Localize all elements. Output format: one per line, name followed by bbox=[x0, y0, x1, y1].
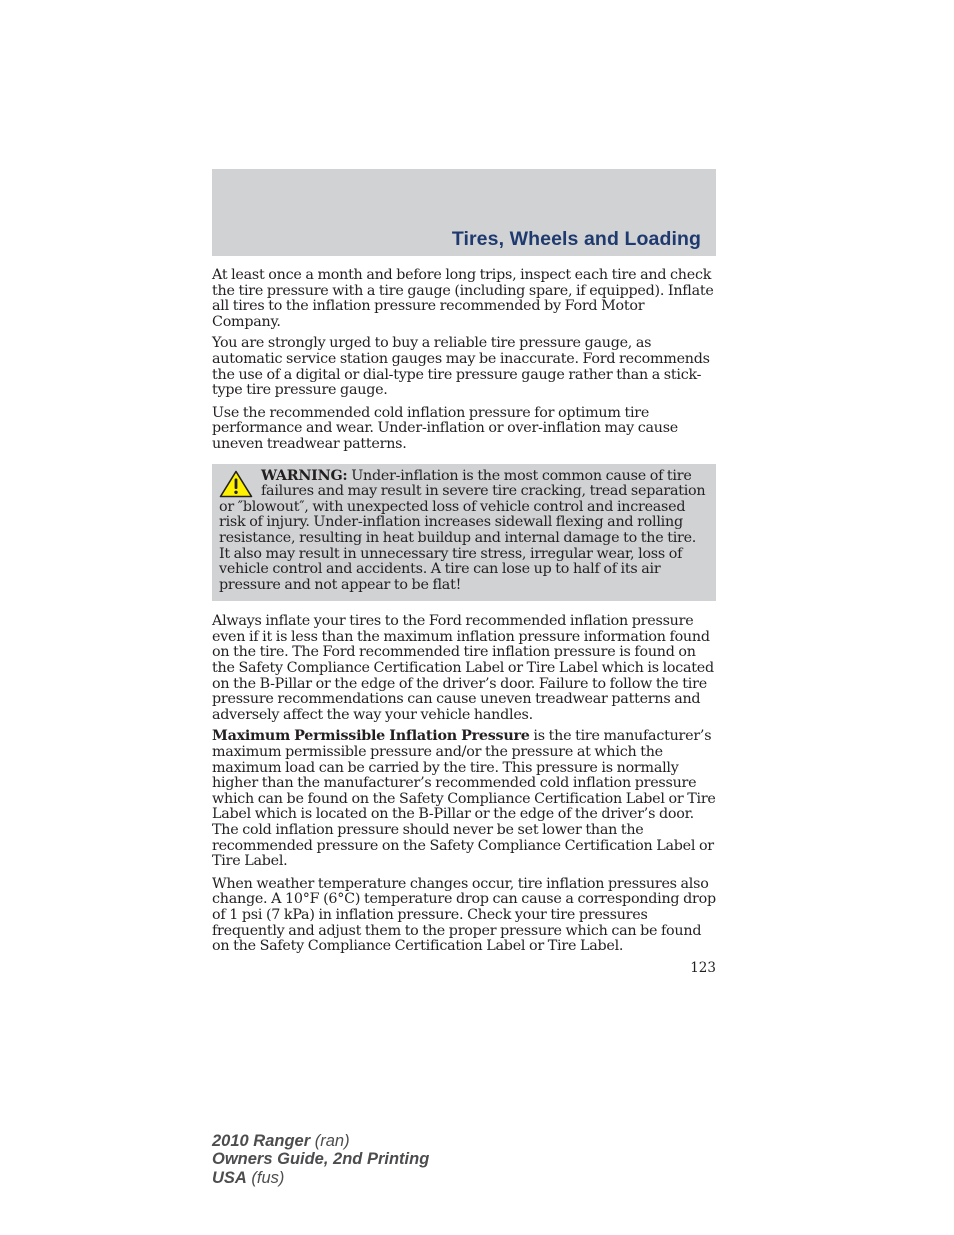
page-content bbox=[212, 268, 716, 955]
paragraph-cold-inflation: Use the recommended cold inflation pressure for optimum tire performance and wear. Under-inflation or over-inflation may cause uneven treadwear patterns. bbox=[212, 404, 678, 452]
warning-text bbox=[219, 469, 710, 594]
section-title: Tires, Wheels and Loading bbox=[451, 228, 701, 250]
warning-box bbox=[212, 464, 716, 602]
paragraph-maximum-pressure bbox=[212, 729, 716, 869]
paragraph-inspect-monthly: At least once a month and before long trips, inspect each tire and check the tire pressure with a tire gauge (including spare, if equipped). Inflate all tires to the inflation pressure recommended by Ford Motor Company. bbox=[212, 267, 714, 330]
paragraph-pressure-gauge: You are strongly urged to buy a reliable tire pressure gauge, as automatic service station gauges may be inaccurate. Ford recommends the use of a digital or dial-type tire pressure gauge rather than a stick-type tire pressure gauge. bbox=[212, 335, 710, 399]
maximum-pressure-definition: is the tire manufacturer’s maximum permissible pressure and/or the pressure at which the maximum load can be carried by the tire. This pressure is normally higher than the manufacturer’s recommended cold inflation pressure which can be found on the Safety Compliance Certification Label or Tire Label which is located on the B-Pillar or the edge of the driver’s door. The cold inflation pressure should never be set lower than the recommended pressure on the Safety Compliance Certification Label or Tire Label. bbox=[212, 728, 716, 870]
page-number: 123 bbox=[690, 960, 716, 976]
term-maximum-permissible-pressure: Maximum Permissible Inflation Pressure bbox=[212, 728, 530, 745]
document-footer bbox=[212, 1132, 429, 1187]
paragraph-recommended-pressure: Always inflate your tires to the Ford recommended inflation pressure even if it is less than the maximum inflation pressure information found on the tire. The Ford recommended tire inflation pressure is found on the Safety Compliance Certification Label or Tire Label which is located on the B-Pillar or the edge of the driver’s door. Failure to follow the tire pressure recommendations can cause uneven treadwear patterns and adversely affect the way your vehicle handles. bbox=[212, 613, 714, 723]
footer-line-region: USA (fus) bbox=[212, 1168, 285, 1187]
warning-triangle-icon bbox=[219, 470, 253, 498]
warning-body: Under-inflation is the most common cause of tire failures and may result in severe tire cracking, tread separation or ″blowout″, with unexpected loss of vehicle control and increased risk of injury. Under-inflation increases sidewall flexing and rolling resistance, resulting in heat buildup and internal damage to the tire. It also may result in unnecessary tire stress, irregular wear, loss of vehicle control and accidents. A tire can lose up to half of its air pressure and not appear to be flat! bbox=[219, 467, 706, 593]
section-header-band bbox=[212, 169, 716, 256]
footer-line-model: 2010 Ranger (ran) bbox=[212, 1132, 350, 1150]
paragraph-temperature-changes: When weather temperature changes occur, tire inflation pressures also change. A 10°F (6°C) temperature drop can cause a corresponding drop of 1 psi (7 kPa) in inflation pressure. Check your tire pressures frequently and adjust them to the proper pressure which can be found on the Safety Compliance Certification Label or Tire Label. bbox=[212, 875, 716, 955]
footer-line-guide: Owners Guide, 2nd Printing bbox=[212, 1150, 430, 1169]
warning-label: WARNING: bbox=[261, 467, 348, 484]
